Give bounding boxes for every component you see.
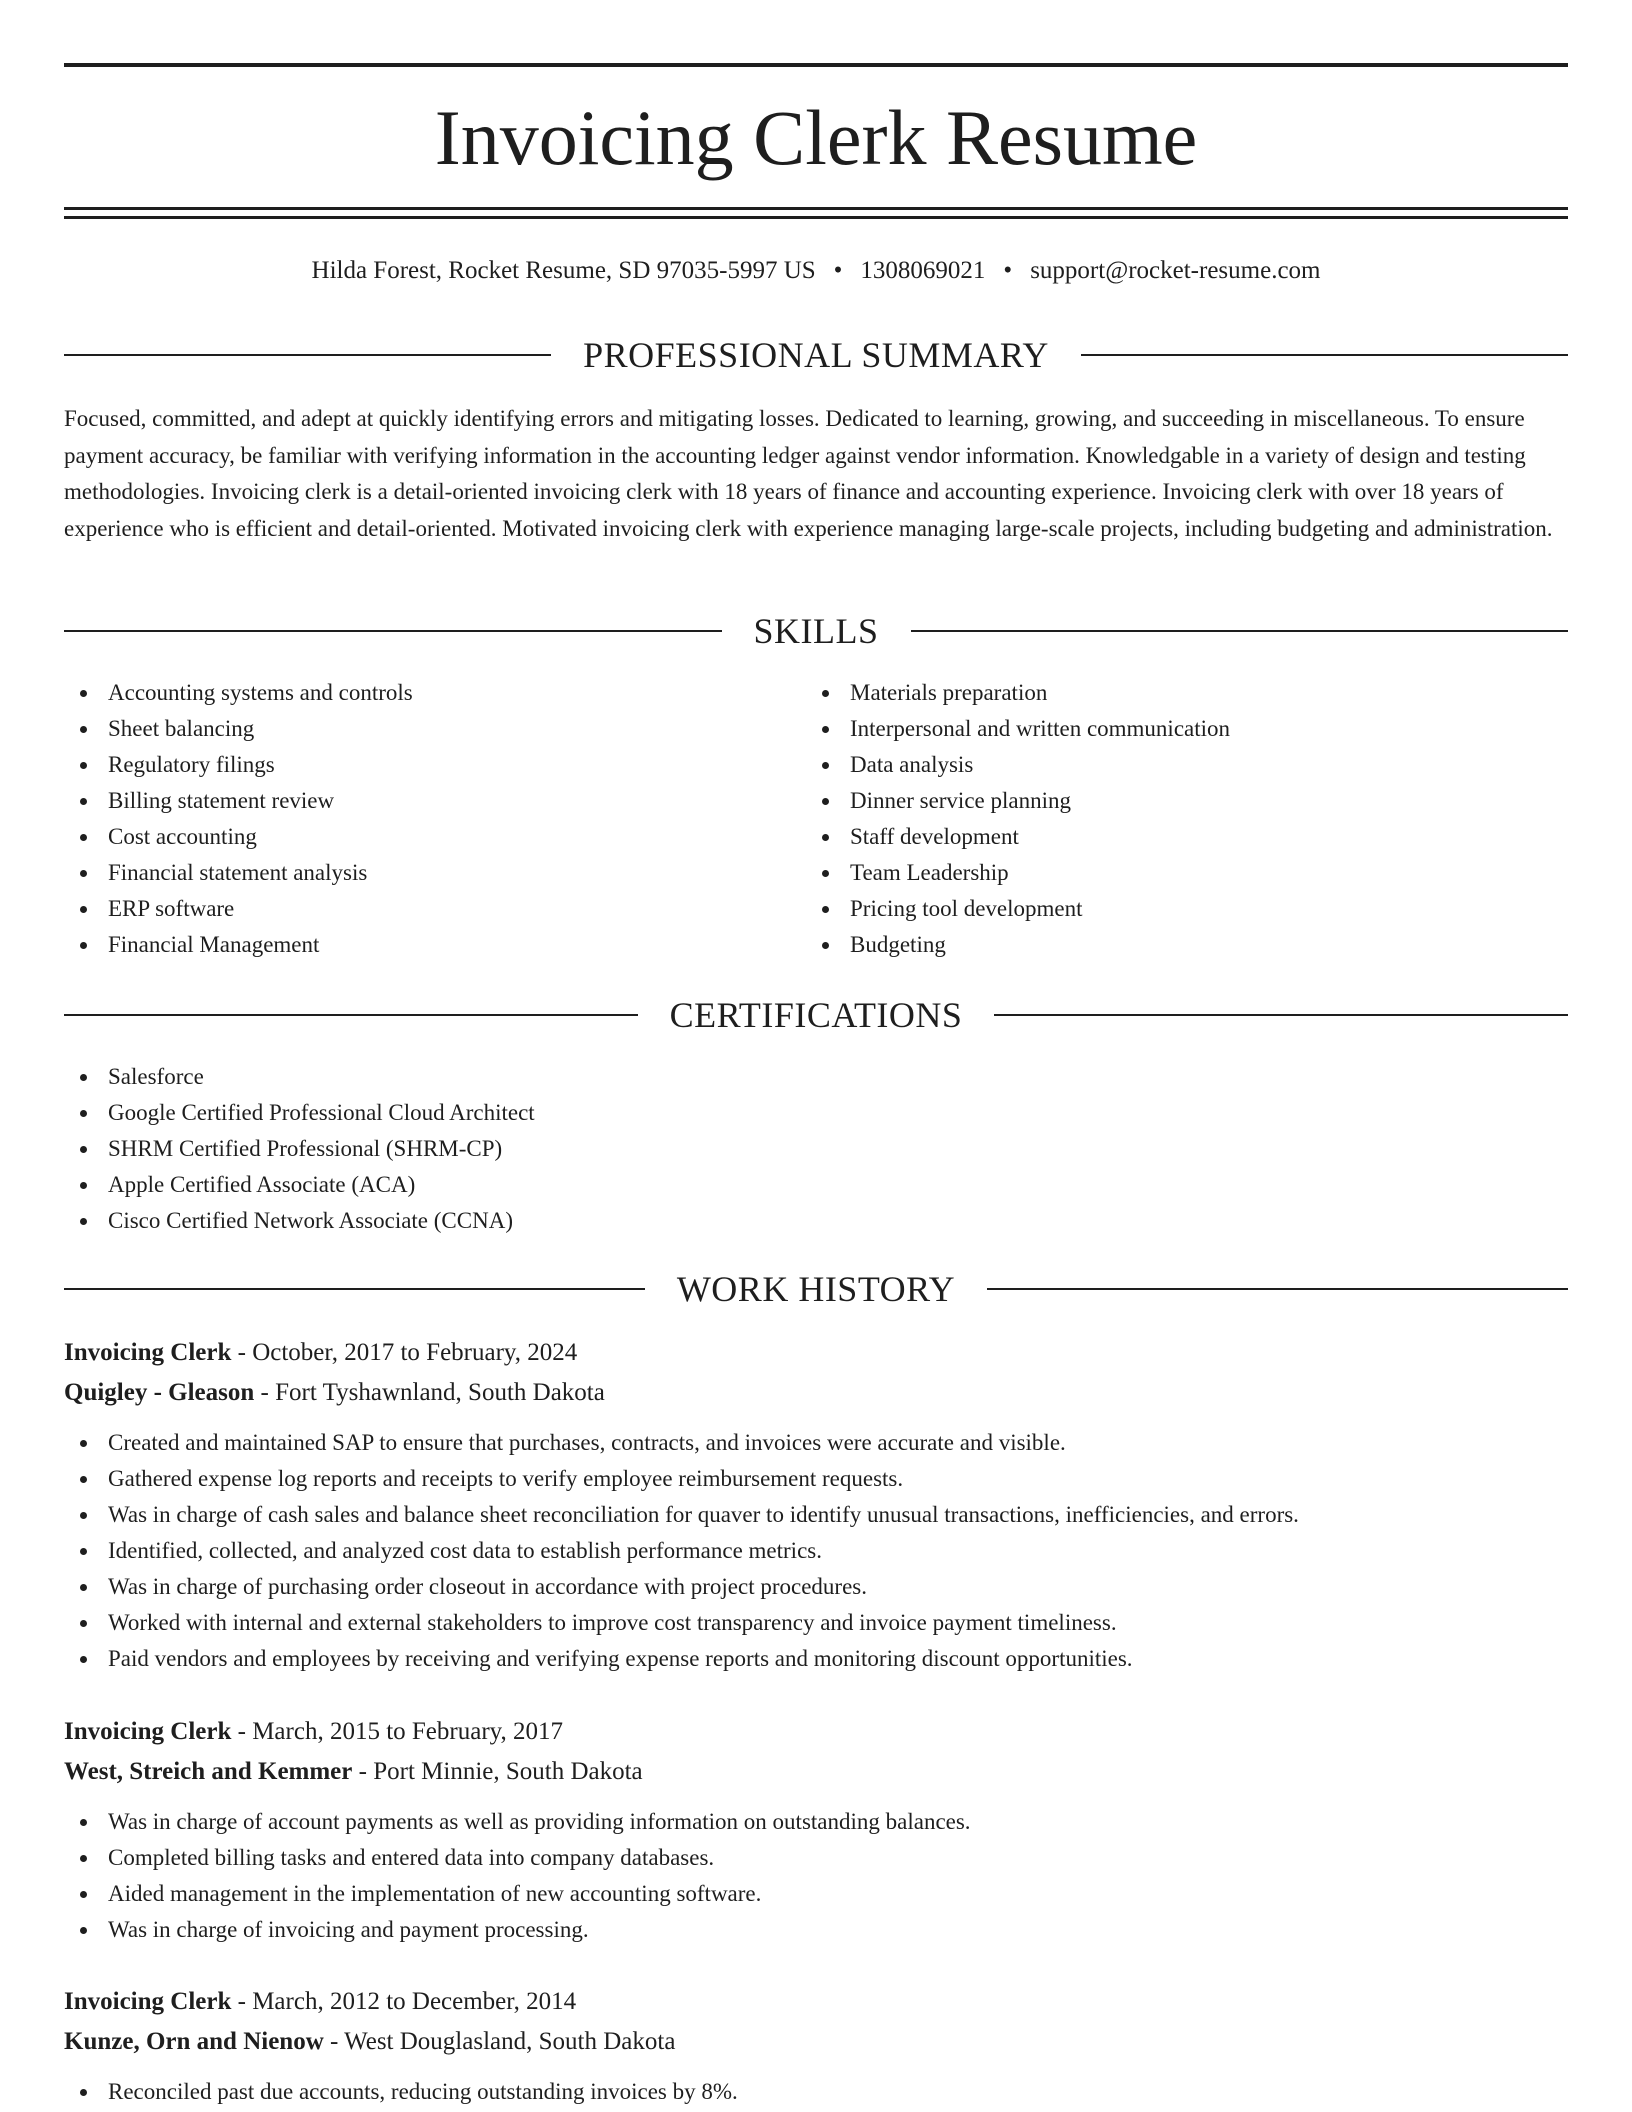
skill-item: Accounting systems and controls [64, 675, 764, 711]
job-duty: Gathered expense log reports and receipts to verify employee reimbursement requests. [64, 1461, 1568, 1497]
divider-line [994, 1014, 1568, 1016]
job-title: Invoicing Clerk [64, 1339, 232, 1366]
job-duty: Paid vendors and employees by receiving and verifying expense reports and monitoring discount opportunities. [64, 1641, 1568, 1677]
skill-item: Pricing tool development [806, 891, 1506, 927]
skill-item: Sheet balancing [64, 711, 764, 747]
certifications-list [64, 1059, 1568, 1239]
skill-item: Dinner service planning [806, 783, 1506, 819]
section-header-certifications [64, 990, 1568, 1040]
skill-item: ERP software [64, 891, 764, 927]
divider-line [64, 630, 722, 632]
job-title-line [64, 1982, 1568, 2022]
top-rule [64, 63, 1568, 67]
contact-email[interactable]: support@rocket-resume.com [1030, 257, 1321, 284]
job-location: - West Douglasland, South Dakota [323, 2028, 676, 2055]
divider-line [911, 630, 1569, 632]
job-duties-list [64, 1804, 1568, 1948]
job-duty: Worked with internal and external stakeholders to improve cost transparency and invoice payment timeliness. [64, 1605, 1568, 1641]
divider-line [64, 1014, 638, 1016]
skill-item: Interpersonal and written communication [806, 711, 1506, 747]
job-duty: Created and maintained SAP to ensure that purchases, contracts, and invoices were accurate and visible. [64, 1425, 1568, 1461]
skill-item: Staff development [806, 819, 1506, 855]
job-title-line [64, 1333, 1568, 1373]
resume-title: Invoicing Clerk Resume [434, 94, 1198, 181]
job-duty: Reconciled past due accounts, reducing outstanding invoices by 8%. [64, 2074, 1568, 2110]
certification-item: SHRM Certified Professional (SHRM-CP) [64, 1131, 1568, 1167]
job-dates: - March, 2015 to February, 2017 [231, 1718, 564, 1745]
skill-item: Financial Management [64, 927, 764, 963]
divider-line [1081, 354, 1568, 356]
section-title: SKILLS [753, 611, 879, 651]
job-duties-list [64, 2074, 1568, 2110]
job-duty: Was in charge of invoicing and payment processing. [64, 1912, 1568, 1948]
job-title-line [64, 1712, 1568, 1752]
section-header-work-history [64, 1264, 1568, 1314]
job-company: West, Streich and Kemmer [64, 1758, 353, 1785]
contact-separator: • [1003, 257, 1013, 284]
job-duty: Identified, collected, and analyzed cost data to establish performance metrics. [64, 1533, 1568, 1569]
job-company-line [64, 2022, 1568, 2062]
job-location: - Fort Tyshawnland, South Dakota [254, 1379, 605, 1406]
certification-item: Apple Certified Associate (ACA) [64, 1167, 1568, 1203]
job-location: - Port Minnie, South Dakota [352, 1758, 643, 1785]
job-duty: Aided management in the implementation of new accounting software. [64, 1876, 1568, 1912]
job-dates: - October, 2017 to February, 2024 [231, 1339, 578, 1366]
job-duty: Was in charge of purchasing order closeout in accordance with project procedures. [64, 1569, 1568, 1605]
certification-item: Salesforce [64, 1059, 1568, 1095]
professional-summary-text: Focused, committed, and adept at quickly identifying errors and mitigating losses. Dedicated to learning, growing, and succeeding in miscellaneous. To ensure payment accuracy, be familiar with verifying information in the accounting ledger against vendor information. Knowledgable in a variety of design and testing methodologies. Invoicing clerk is a detail-oriented invoicing clerk with 18 years of finance and accounting experience. Invoicing clerk with over 18 years of experience who is efficient and detail-oriented. Motivated invoicing clerk with experience managing large-scale projects, including budgeting and administration. [64, 406, 1553, 541]
job-duty: Was in charge of account payments as well as providing information on outstanding balances. [64, 1804, 1568, 1840]
job-company-line [64, 1752, 1568, 1792]
job-entry [64, 1982, 1568, 2110]
contact-separator: • [833, 257, 843, 284]
skill-item: Materials preparation [806, 675, 1506, 711]
skill-item: Cost accounting [64, 819, 764, 855]
title-double-rule-upper [64, 207, 1568, 210]
certification-item: Cisco Certified Network Associate (CCNA) [64, 1203, 1568, 1239]
section-header-summary [64, 330, 1568, 380]
job-title: Invoicing Clerk [64, 1718, 232, 1745]
job-title: Invoicing Clerk [64, 1988, 232, 2015]
skill-item: Regulatory filings [64, 747, 764, 783]
job-company-line [64, 1373, 1568, 1413]
contact-phone: 1308069021 [860, 257, 986, 284]
job-entry [64, 1712, 1568, 1948]
job-duty: Completed billing tasks and entered data into company databases. [64, 1840, 1568, 1876]
skill-item: Budgeting [806, 927, 1506, 963]
skill-item: Financial statement analysis [64, 855, 764, 891]
job-duty: Was in charge of cash sales and balance sheet reconciliation for quaver to identify unusual transactions, inefficiencies, and errors. [64, 1497, 1568, 1533]
contact-line [0, 254, 1632, 288]
section-title: WORK HISTORY [676, 1269, 956, 1309]
skills-list-left [64, 675, 764, 963]
title-double-rule-lower [64, 216, 1568, 219]
job-duties-list [64, 1425, 1568, 1677]
contact-address: Hilda Forest, Rocket Resume, SD 97035-5997 US [311, 257, 816, 284]
skill-item: Billing statement review [64, 783, 764, 819]
job-entry [64, 1333, 1568, 1677]
job-company: Quigley - Gleason [64, 1379, 255, 1406]
divider-line [987, 1288, 1568, 1290]
section-header-skills [64, 606, 1568, 656]
divider-line [64, 354, 551, 356]
job-company: Kunze, Orn and Nienow [64, 2028, 324, 2055]
certification-item: Google Certified Professional Cloud Architect [64, 1095, 1568, 1131]
skills-list-right [806, 675, 1506, 963]
skill-item: Data analysis [806, 747, 1506, 783]
section-title: PROFESSIONAL SUMMARY [583, 335, 1049, 375]
job-dates: - March, 2012 to December, 2014 [231, 1988, 577, 2015]
skill-item: Team Leadership [806, 855, 1506, 891]
section-title: CERTIFICATIONS [669, 995, 963, 1035]
divider-line [64, 1288, 645, 1290]
